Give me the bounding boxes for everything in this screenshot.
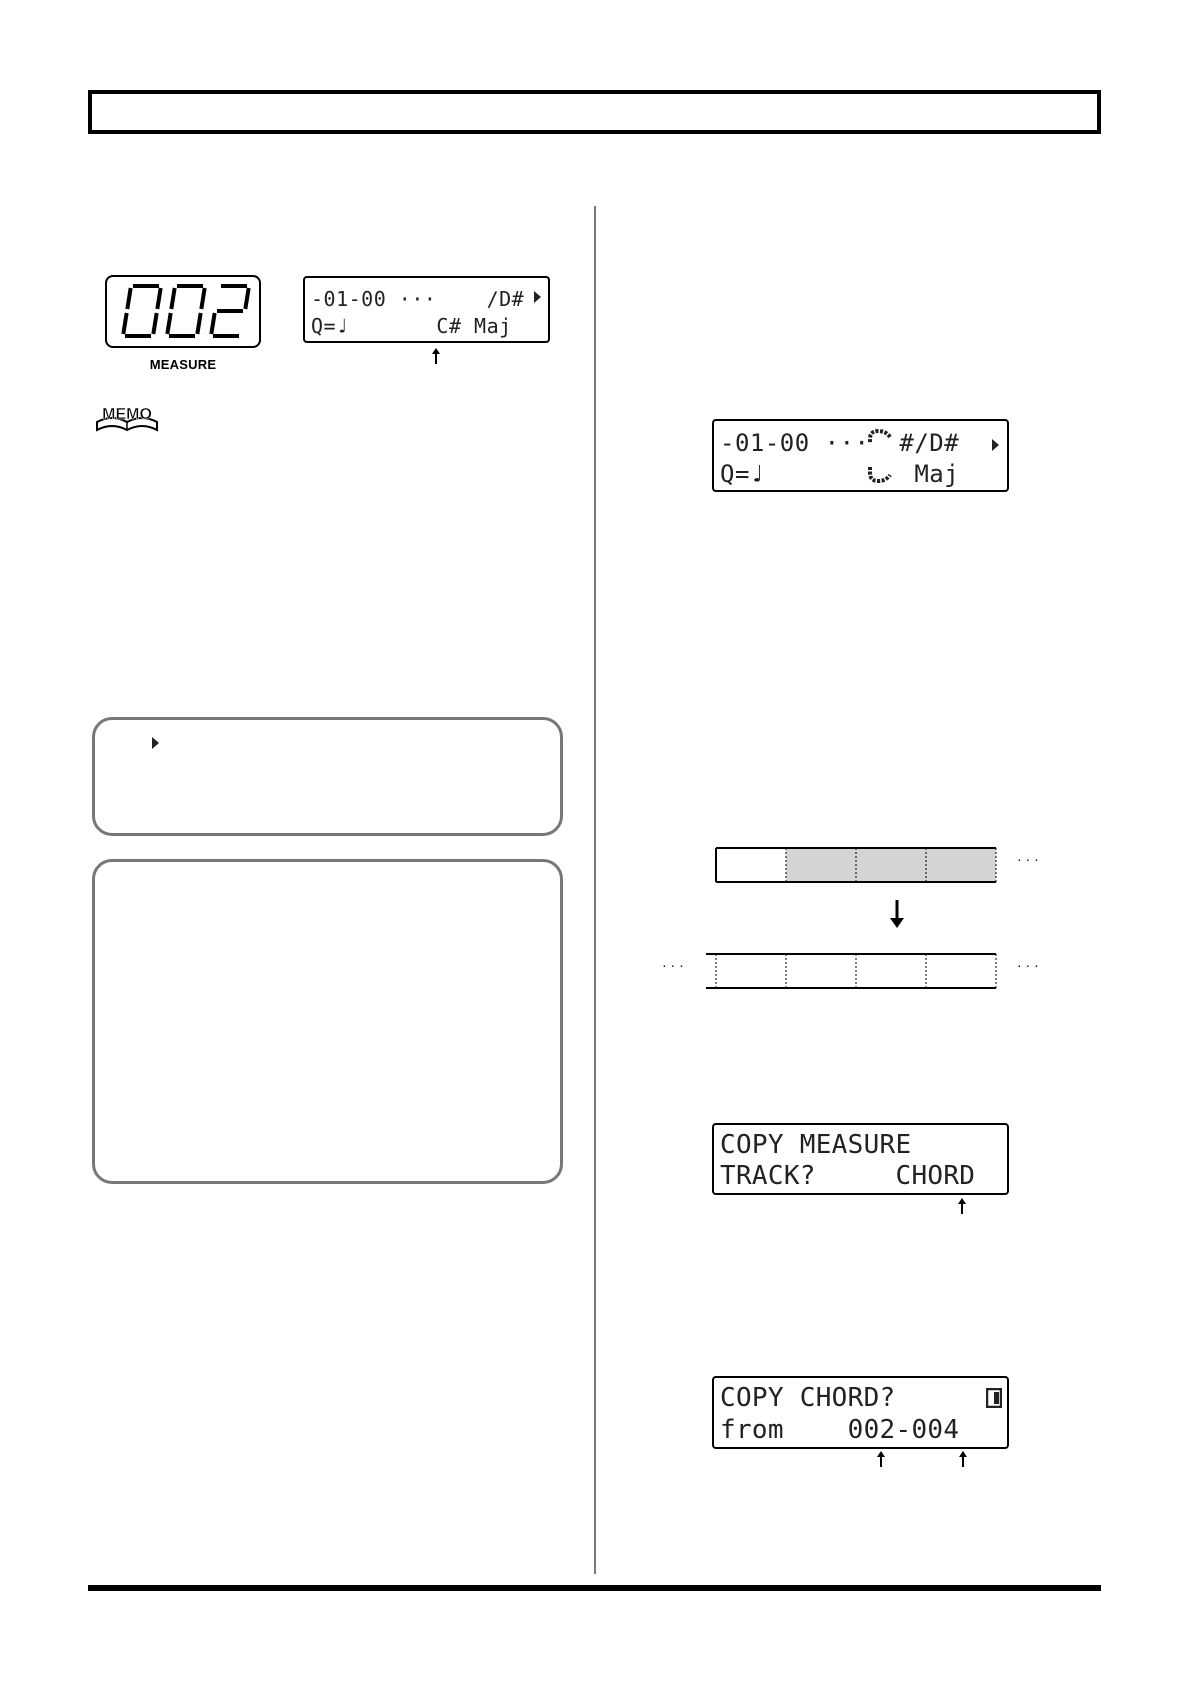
destination-measures	[706, 954, 996, 988]
segment-e	[167, 313, 170, 334]
lcd-copy-chord-line-1: COPY CHORD?	[720, 1383, 896, 1413]
source-measures	[716, 848, 996, 882]
lcd-copy-measure-line-1: COPY MEASURE	[720, 1130, 912, 1160]
segment-c	[197, 313, 200, 334]
page-icon	[986, 1388, 1002, 1408]
segment-c	[153, 313, 156, 334]
measure-copy-diagram	[655, 838, 1065, 998]
lcd-chord-line-1: -01-00 ··· #∕D#	[720, 429, 960, 457]
ellipsis-source-right: · · ·	[1017, 851, 1039, 867]
lcd-top-line-2: Q=♩ C# Maj	[311, 314, 512, 338]
ellipsis-dest-left: · · ·	[662, 957, 684, 973]
lcd-top-line-1: -01-00 ··· ∕D#	[311, 287, 525, 311]
segment-b	[245, 288, 248, 309]
measure-cell	[716, 848, 786, 882]
ellipsis-dest-right: · · ·	[1017, 957, 1039, 973]
down-arrow-icon	[890, 900, 904, 928]
lcd-display-copy-chord	[712, 1376, 1009, 1449]
note-box-2	[92, 859, 563, 1184]
measure-cell	[716, 954, 786, 988]
measure-cell	[786, 954, 856, 988]
measure-label: MEASURE	[149, 357, 217, 372]
bracket-cursor-icon	[864, 427, 898, 485]
up-arrow-icon	[957, 1451, 969, 1467]
segment-f	[171, 288, 174, 309]
seven-segment-display	[105, 275, 261, 348]
segment-f	[127, 288, 130, 309]
up-arrow-icon	[956, 1198, 968, 1214]
measure-cell	[926, 848, 996, 882]
play-icon	[992, 439, 999, 451]
measure-cell	[856, 848, 926, 882]
lcd-copy-measure-line-2: TRACK? CHORD	[720, 1161, 976, 1191]
lcd-display-top	[303, 276, 550, 343]
segment-e	[211, 313, 214, 334]
seven-segment-digits	[107, 277, 259, 346]
lcd-copy-chord-line-2: from 002-004	[720, 1415, 960, 1445]
lcd-display-copy-measure	[712, 1123, 1009, 1195]
segment-e	[123, 313, 126, 334]
measure-cell	[926, 954, 996, 988]
footer-rule	[88, 1585, 1101, 1591]
measure-cell	[786, 848, 856, 882]
header-box	[88, 90, 1101, 134]
play-icon	[534, 291, 541, 303]
segment-b	[157, 288, 160, 309]
column-divider	[594, 206, 596, 1574]
segment-b	[201, 288, 204, 309]
lcd-chord-line-2: Q=♩ Maj	[720, 460, 960, 488]
lcd-display-chord	[712, 419, 1009, 492]
up-arrow-icon	[875, 1451, 887, 1467]
play-icon	[152, 737, 159, 749]
note-box-1	[92, 717, 563, 836]
memo-book-icon	[94, 400, 160, 434]
measure-cell	[856, 954, 926, 988]
memo-label: MEMO	[102, 406, 152, 423]
up-arrow-icon	[430, 348, 442, 364]
